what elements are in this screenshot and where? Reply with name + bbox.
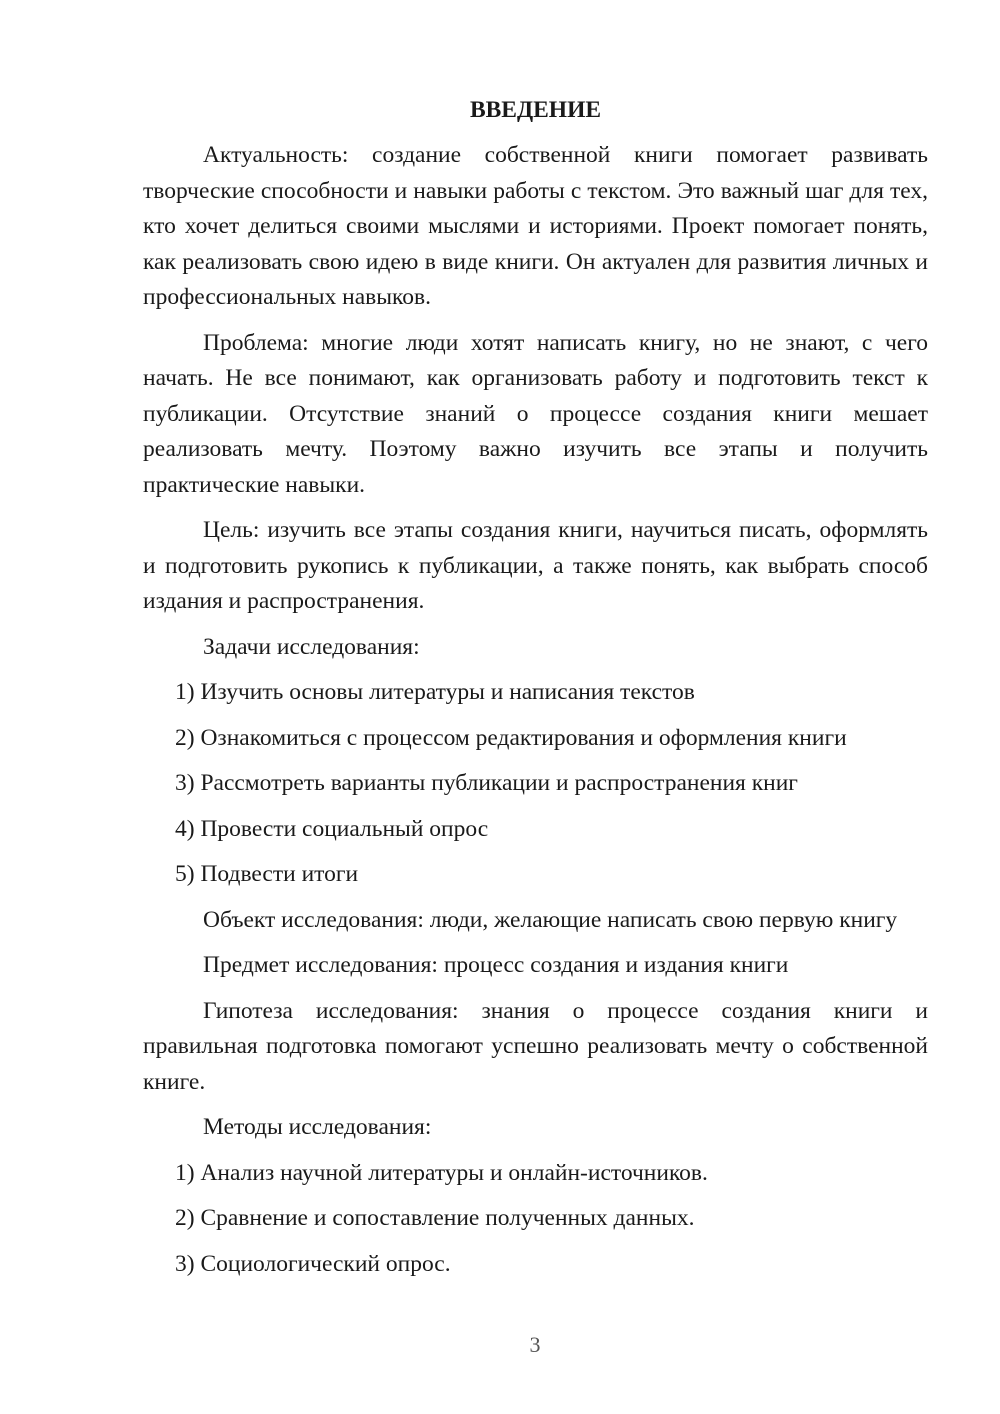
object-paragraph: Объект исследования: люди, желающие написать свою первую книгу	[203, 906, 898, 933]
subject-paragraph: Предмет исследования: процесс создания и издания книги	[203, 952, 789, 978]
method-item: 3) Социологический опрос.	[175, 1250, 451, 1277]
task-item: 4) Провести социальный опрос	[175, 815, 489, 842]
page-number: 3	[529, 1332, 541, 1357]
task-item: 2) Ознакомиться с процессом редактирования и оформления книги	[175, 724, 847, 751]
methods-heading: Методы исследования:	[203, 1114, 432, 1140]
tasks-heading: Задачи исследования:	[203, 633, 420, 660]
task-item: 1) Изучить основы литературы и написания текстов	[175, 679, 695, 705]
task-item: 5) Подвести итоги	[175, 861, 359, 887]
task-item: 3) Рассмотреть варианты публикации и распространения книг	[175, 770, 798, 796]
tasks-list	[143, 675, 928, 893]
relevance-paragraph: Актуальность: создание собственной книги помогает развивать творческие способности и навыки работы с текстом. Это важный шаг для тех, кто хочет делиться своими мыслями и историями. Проект помогает понять, как реализовать свою идею в виде книги. Он актуален для развития личных и профессиональных навыков.	[143, 142, 928, 310]
methods-list	[143, 1156, 928, 1283]
method-item: 2) Сравнение и сопоставление полученных данных.	[175, 1205, 695, 1231]
goal-paragraph: Цель: изучить все этапы создания книги, научиться писать, оформлять и подготовить рукопись к публикации, а также понять, как выбрать способ издания и распространения.	[143, 517, 928, 614]
problem-paragraph: Проблема: многие люди хотят написать книгу, но не знают, с чего начать. Не все понимают, как организовать работу и подготовить текст к публикации. Отсутствие знаний о процессе создания книги мешает реализовать мечту. Поэтому важно изучить все этапы и получить практические навыки.	[143, 329, 928, 498]
method-item: 1) Анализ научной литературы и онлайн-источников.	[175, 1159, 708, 1186]
page-title: ВВЕДЕНИЕ	[469, 97, 602, 123]
page-content	[143, 92, 928, 1292]
hypothesis-paragraph: Гипотеза исследования: знания о процессе создания книги и правильная подготовка помогают успешно реализовать мечту о собственной книге.	[143, 997, 928, 1095]
